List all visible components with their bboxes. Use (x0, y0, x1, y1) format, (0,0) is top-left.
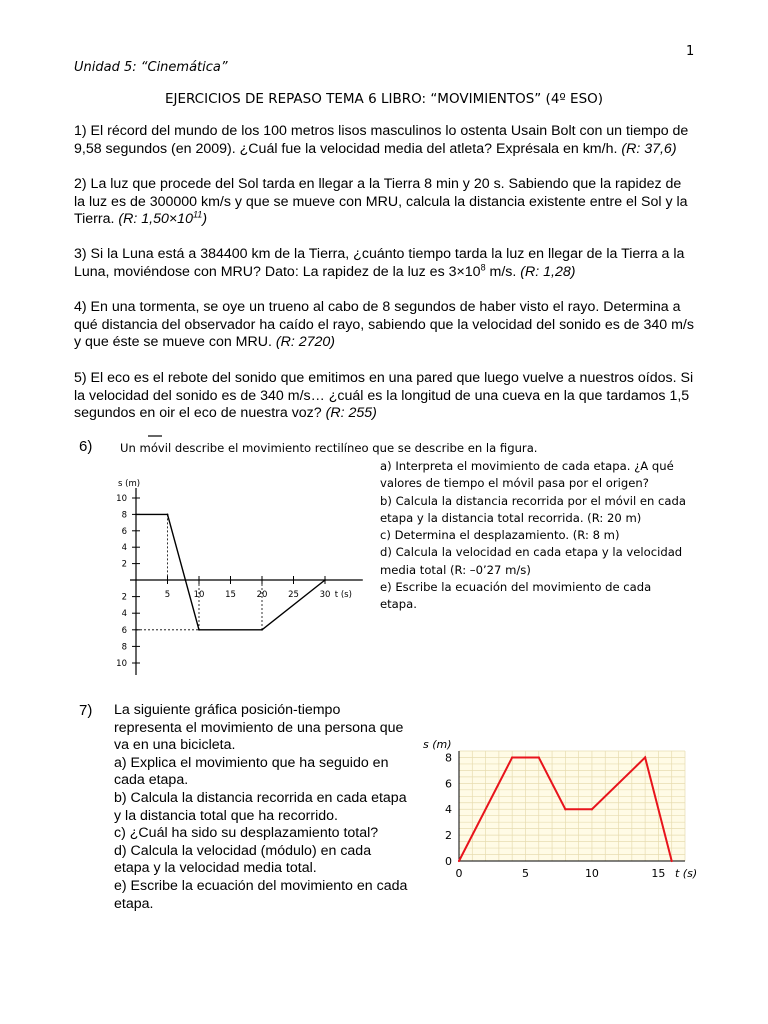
p6-line: etapa. (380, 597, 417, 612)
page-heading: EJERCICIOS DE REPASO TEMA 6 LIBRO: “MOVIMIENTOS” (4º ESO) (164, 91, 604, 107)
chart-1-y-tick-label: 4 (121, 543, 127, 554)
p6-line: d) Calcula la velocidad en cada etapa y la velocidad (380, 545, 683, 560)
p6-line: valores de tiempo el móvil pasa por el origen? (380, 476, 649, 491)
problem-3-text: 3) Si la Luna está a 384400 km de la Tierra, ¿cuánto tiempo tarda la luz en llegar de la Tierra a la Luna, moviéndose con MRU? Dato: La rapidez de la luz es 3×10 (74, 246, 685, 280)
p7-line: b) Calcula la distancia recorrida en cada etapa (114, 789, 407, 806)
chart-2-x-tick-label: 10 (584, 867, 599, 880)
problem-5 (74, 370, 696, 423)
chart-1-point (324, 579, 326, 581)
chart-1-y-tick-label: 4 (121, 609, 127, 620)
unit-title: Unidad 5: “Cinemática” (74, 60, 228, 75)
chart-2-y-tick-label: 4 (445, 803, 452, 817)
problem-1-answer: (R: 37,6) (621, 140, 677, 157)
p6-line: b) Calcula la distancia recorrida por el móvil en cada (380, 493, 686, 508)
p7-line: representa el movimiento de una persona que (114, 719, 404, 736)
chart-2-y-tick-label: 0 (445, 855, 452, 868)
chart-2-point (511, 756, 513, 758)
chart-2-y-tick-label: 2 (445, 829, 452, 843)
chart-1-y-tick-label: 8 (121, 642, 127, 653)
problem-6-title: Un móvil describe el movimiento rectilíneo que se describe en la figura. (120, 441, 538, 455)
p7-line: cada etapa. (114, 772, 189, 789)
problem-4-text: 4) En una tormenta, se oye un trueno al cabo de 8 segundos de haber visto el rayo. Determina a qué distancia del observador ha caído el rayo, sabiendo que la velocidad del sonido es de 340 m/s y que éste se mueve con MRU. (74, 299, 694, 350)
problem-6-questions (380, 458, 686, 614)
p6-line: a) Interpreta el movimiento de cada etapa. ¿A qué (380, 459, 674, 473)
chart-1-series-line (136, 514, 325, 629)
chart-1-y-tick-label: 2 (121, 559, 127, 570)
problem-1-text: 1) El récord del mundo de los 100 metros lisos masculinos lo ostenta Usain Bolt con un tiempo de 9,58 segundos (en 2009). ¿Cuál fue la velocidad media del atleta? Exprésala en km/h. (74, 123, 689, 157)
problem-3-text-post: m/s. (485, 263, 517, 280)
problem-2-answer (118, 211, 207, 227)
p7-line: c) ¿Cuál ha sido su desplazamiento total? (114, 825, 379, 842)
p7-line: e) Escribe la ecuación del movimiento en cada (114, 877, 408, 894)
chart-1-y-tick-label: 8 (121, 510, 127, 521)
problem-5-text: 5) El eco es el rebote del sonido que emitimos en una pared que luego vuelve a nuestros oídos. Si la velocidad del sonido es de 340 m/s… ¿cuál es la longitud de una cueva en la que tardamos 1,5 segundos en oir el eco de nuestra voz? (74, 370, 694, 421)
chart-1-point (198, 629, 200, 631)
p7-line: La siguiente gráfica posición-tiempo (114, 702, 341, 718)
chart-1-x-tick-label: 25 (288, 590, 299, 600)
problem-3-exp: 8 (480, 261, 486, 272)
chart-1-x-tick-label: 20 (256, 590, 268, 600)
problem-6-mark (108, 433, 168, 441)
problem-1 (74, 123, 696, 158)
chart-1-x-tick-label: 15 (225, 590, 236, 600)
chart-1-y-tick-label: 6 (121, 625, 127, 636)
p6-line: media total (R: –0’27 m/s) (380, 562, 531, 577)
problem-7-number: 7) (79, 702, 93, 719)
p7-line: etapa y la velocidad media total. (114, 860, 317, 877)
chart-2-xlabel: t (s) (675, 867, 698, 880)
problem-2 (74, 176, 696, 229)
p7-line: d) Calcula la velocidad (módulo) en cada (114, 842, 372, 859)
p6-line: etapa y la distancia total recorrida. (R: 20 m) (380, 510, 642, 525)
chart-1-point (167, 514, 169, 516)
problem-3 (74, 246, 696, 281)
chart-1-point (261, 629, 263, 631)
chart-2-x-tick-label: 5 (521, 867, 529, 880)
chart-1-xlabel: t (s) (334, 590, 352, 600)
problem-2-text: 2) La luz que procede del Sol tarda en llegar a la Tierra 8 min y 20 s. Sabiendo que la rapidez de la luz es de 300000 km/s y que se mueve con MRU, calcula la distancia existente entre el Sol y la Tierra. (74, 176, 688, 227)
chart-2-plot-area (459, 751, 685, 861)
problem-4-answer: (R: 2720) (275, 334, 336, 350)
chart-2-x-tick-label: 0 (455, 867, 463, 880)
problem-3-answer: (R: 1,28) (520, 263, 576, 280)
page-number: 1 (686, 44, 695, 59)
chart-2-point (671, 860, 673, 862)
problem-6-number: 6) (79, 438, 93, 455)
chart-2 (420, 735, 710, 885)
problem-2-answer-exp: 11 (192, 209, 203, 220)
chart-2-point (644, 756, 646, 758)
chart-2-point (564, 808, 566, 810)
chart-2-point (538, 756, 540, 758)
p7-line: a) Explica el movimiento que ha seguido en (114, 754, 389, 771)
problem-4 (74, 299, 696, 352)
problem-5-answer: (R: 255) (325, 405, 377, 421)
chart-1-x-tick-label: 10 (193, 590, 205, 600)
problem-7-text (114, 702, 414, 913)
chart-1-x-tick-label: 5 (164, 590, 171, 600)
problem-2-answer-pre: (R: 1,50×10 (118, 211, 193, 227)
chart-1-y-tick-label: 2 (121, 592, 127, 603)
chart-1-ylabel: s (m) (118, 479, 141, 489)
chart-1-y-tick-label: 10 (116, 659, 127, 669)
p7-line: etapa. (114, 895, 154, 912)
chart-1-y-tick-label: 10 (116, 494, 127, 504)
chart-2-point (591, 808, 593, 810)
p7-line: va en una bicicleta. (114, 737, 236, 754)
p7-line: y la distancia total que ha recorrido. (114, 807, 338, 824)
chart-2-point (458, 860, 460, 862)
chart-1 (110, 462, 370, 687)
problem-2-answer-post: ) (202, 211, 208, 227)
chart-2-y-tick-label: 8 (445, 751, 452, 765)
chart-1-y-tick-label: 6 (121, 526, 127, 537)
chart-1-point (135, 514, 137, 516)
chart-2-ylabel: s (m) (423, 738, 452, 751)
chart-2-y-tick-label: 6 (445, 777, 452, 791)
chart-2-x-tick-label: 15 (651, 867, 666, 880)
p6-line: e) Escribe la ecuación del movimiento de cada (380, 580, 652, 595)
p6-line: c) Determina el desplazamiento. (R: 8 m) (380, 528, 620, 543)
chart-1-x-tick-label: 30 (319, 590, 331, 600)
